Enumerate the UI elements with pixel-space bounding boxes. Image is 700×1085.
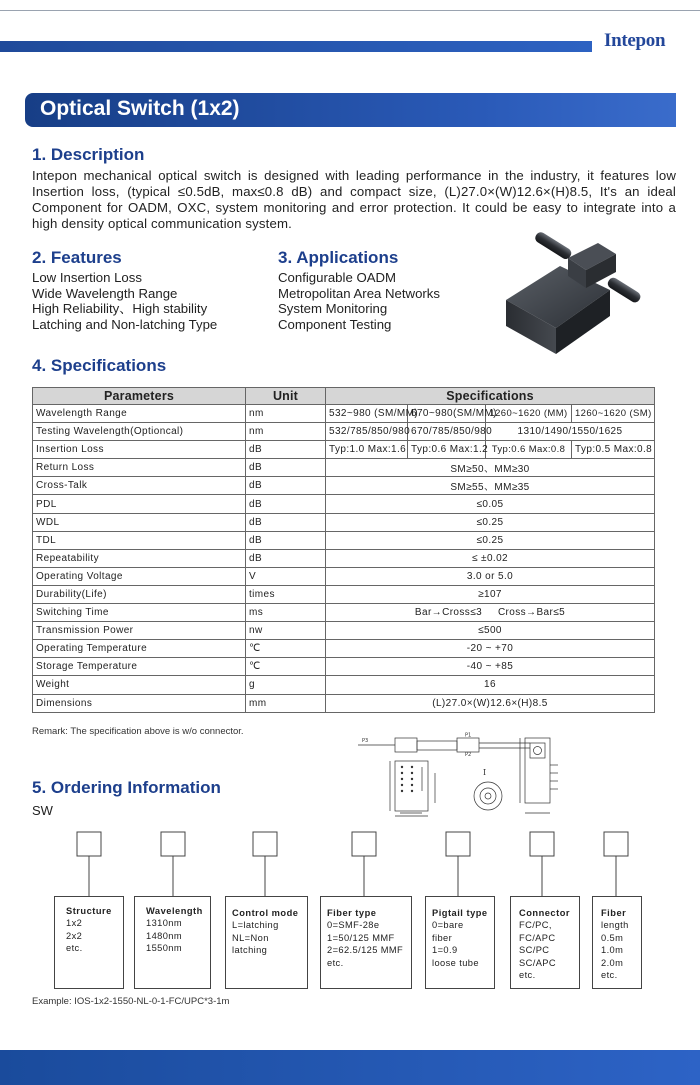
optical-switch-device-image	[498, 228, 648, 360]
unit-cell: ℃	[246, 658, 326, 676]
list-item: Latching and Non-latching Type	[32, 316, 218, 332]
ordering-option: 1=0.9	[432, 945, 458, 956]
intepon-logo: Intepon	[604, 30, 666, 51]
ordering-option: etc.	[66, 943, 83, 954]
table-row	[33, 477, 655, 495]
applications-list	[278, 270, 440, 332]
spec-cell: 1310/1490/1550/1625	[486, 423, 655, 441]
table-row	[33, 567, 655, 585]
spec-cell: 3.0 or 5.0	[326, 567, 655, 585]
spec-cell: 532~980 (SM/MM)	[326, 405, 408, 423]
header-specifications: Specifications	[326, 388, 655, 405]
spec-cell: ≤0.05	[326, 495, 655, 513]
unit-cell: nm	[246, 423, 326, 441]
table-row	[33, 531, 655, 549]
param-cell: Storage Temperature	[33, 658, 246, 676]
spec-cell: -40 ~ +85	[326, 658, 655, 676]
ordering-option: loose tube	[432, 957, 479, 968]
table-row	[33, 676, 655, 694]
spec-cell: Typ:0.6 Max:1.2	[408, 441, 486, 459]
ordering-example: Example: IOS-1x2-1550-NL-0-1-FC/UPC*3-1m	[32, 996, 230, 1007]
description-text: Intepon mechanical optical switch is designed with leading performance in the industry, it features low Insertion loss, (typical ≤0.5dB, max≤0.8 dB) and compact size, (L)27.0×(W)12.6×(H)8.5, It's an ideal Component for OADM, OXC, system monitoring and error protection. It could be easy to integrate into a high density optical communication system.	[32, 168, 676, 231]
table-header-row	[33, 388, 655, 405]
unit-cell: V	[246, 567, 326, 585]
features-heading: 2. Features	[32, 248, 122, 267]
port-label: P1	[465, 732, 472, 739]
spec-cell: 1260~1620 (SM)	[572, 405, 655, 423]
param-cell: Operating Temperature	[33, 640, 246, 658]
param-cell: Transmission Power	[33, 622, 246, 640]
spec-cell: ≥107	[326, 585, 655, 603]
ordering-option: fiber	[432, 932, 453, 943]
param-cell: Operating Voltage	[33, 567, 246, 585]
ordering-box-title: Connector	[519, 908, 570, 918]
ordering-option: etc.	[601, 970, 618, 981]
table-row	[33, 604, 655, 622]
ordering-box-pigtail-type	[425, 896, 495, 989]
ordering-box-title: Fiber	[601, 908, 627, 918]
spec-cell: ≤0.25	[326, 513, 655, 531]
param-cell: WDL	[33, 513, 246, 531]
spec-cell: Bar→Cross≤3 Cross→Bar≤5	[326, 604, 655, 622]
unit-cell: nm	[246, 405, 326, 423]
list-item: System Monitoring	[278, 301, 388, 316]
table-row	[33, 441, 655, 459]
spec-cell: 532/785/850/980	[326, 423, 408, 441]
ordering-box-connector	[510, 896, 580, 989]
spec-cell: SM≥50、MM≥30	[326, 459, 655, 477]
ordering-option: 1310nm	[146, 918, 182, 929]
ordering-option: 2x2	[66, 930, 83, 941]
ordering-option: SC/PC	[519, 945, 550, 956]
ordering-box-title: Fiber type	[327, 908, 377, 918]
ordering-box-control-mode	[225, 896, 308, 989]
ordering-option: 2=62.5/125 MMF	[327, 945, 404, 956]
ordering-option: 1480nm	[146, 930, 182, 941]
ordering-option: latching	[232, 945, 268, 956]
param-cell: TDL	[33, 531, 246, 549]
ordering-option: 0=bare	[432, 920, 464, 931]
ordering-option: FC/APC	[519, 932, 556, 943]
table-row	[33, 658, 655, 676]
section-mark: I	[483, 768, 487, 777]
port-label: P2	[465, 752, 472, 758]
param-cell: Dimensions	[33, 694, 246, 712]
unit-cell: dB	[246, 477, 326, 495]
table-row	[33, 405, 655, 423]
unit-cell: times	[246, 585, 326, 603]
table-row	[33, 640, 655, 658]
spec-cell: ≤500	[326, 622, 655, 640]
header-parameters: Parameters	[33, 388, 246, 405]
unit-cell: dB	[246, 459, 326, 477]
ordering-option: 1x2	[66, 918, 83, 929]
features-list	[32, 270, 217, 332]
list-item: High Reliability、High stability	[32, 301, 208, 316]
list-item: Component Testing	[278, 316, 392, 332]
spec-cell: (L)27.0×(W)12.6×(H)8.5	[326, 694, 655, 712]
param-cell: Wavelength Range	[33, 405, 246, 423]
param-cell: Cross-Talk	[33, 477, 246, 495]
bottom-blue-bar	[0, 1050, 700, 1085]
spec-cell: Typ:0.5 Max:0.8	[572, 441, 655, 459]
table-row	[33, 423, 655, 441]
ordering-box-title: Wavelength	[146, 906, 203, 916]
table-row	[33, 549, 655, 567]
ordering-option: NL=Non	[232, 932, 269, 943]
ordering-option: 2.0m	[601, 957, 624, 968]
unit-cell: ℃	[246, 640, 326, 658]
spec-cell: Typ:0.6 Max:0.8	[486, 441, 572, 459]
applications-heading: 3. Applications	[278, 248, 399, 267]
ordering-box-title: Structure	[66, 906, 112, 916]
param-cell: Testing Wavelength(Optioncal)	[33, 423, 246, 441]
port-label: P3	[362, 738, 369, 744]
ordering-option: L=latching	[232, 920, 279, 931]
list-item: Low Insertion Loss	[32, 270, 142, 285]
param-cell: PDL	[33, 495, 246, 513]
list-item: Wide Wavelength Range	[32, 285, 178, 301]
header-unit: Unit	[246, 388, 326, 405]
ordering-box-fiber-length	[592, 896, 642, 989]
ordering-option: 1=50/125 MMF	[327, 932, 395, 943]
spec-cell: ≤ ±0.02	[326, 549, 655, 567]
table-row	[33, 585, 655, 603]
spec-cell: 1260~1620 (MM)	[486, 405, 572, 423]
list-item: Metropolitan Area Networks	[278, 285, 440, 301]
unit-cell: dB	[246, 495, 326, 513]
table-row	[33, 694, 655, 712]
ordering-box-wavelength	[134, 896, 211, 989]
table-row	[33, 513, 655, 531]
top-divider-line	[0, 10, 700, 11]
spec-cell: -20 ~ +70	[326, 640, 655, 658]
ordering-connector-lines	[0, 828, 700, 898]
spec-cell: ≤0.25	[326, 531, 655, 549]
ordering-box-structure	[54, 896, 124, 989]
technical-drawing	[350, 733, 590, 823]
title-banner	[25, 93, 676, 127]
specification-remark: Remark: The specification above is w/o connector.	[32, 726, 244, 737]
unit-cell: dB	[246, 513, 326, 531]
ordering-option: length	[601, 920, 629, 931]
top-blue-bar	[0, 41, 592, 52]
param-cell: Durability(Life)	[33, 585, 246, 603]
param-cell: Insertion Loss	[33, 441, 246, 459]
unit-cell: mm	[246, 694, 326, 712]
param-cell: Weight	[33, 676, 246, 694]
spec-cell: SM≥55、MM≥35	[326, 477, 655, 495]
specifications-table	[32, 387, 655, 713]
spec-cell: 670/785/850/980	[408, 423, 486, 441]
unit-cell: nw	[246, 622, 326, 640]
unit-cell: ms	[246, 604, 326, 622]
unit-cell: dB	[246, 531, 326, 549]
ordering-option: SC/APC	[519, 957, 557, 968]
ordering-prefix: SW	[32, 803, 53, 818]
table-row	[33, 495, 655, 513]
page-title: Optical Switch (1x2)	[40, 97, 240, 120]
param-cell: Switching Time	[33, 604, 246, 622]
unit-cell: dB	[246, 549, 326, 567]
spec-cell: Typ:1.0 Max:1.6	[326, 441, 408, 459]
param-cell: Return Loss	[33, 459, 246, 477]
ordering-heading: 5. Ordering Information	[32, 778, 221, 797]
ordering-option: 0=SMF-28e	[327, 920, 380, 931]
spec-cell: 16	[326, 676, 655, 694]
ordering-option: 1.0m	[601, 945, 624, 956]
ordering-option: etc.	[519, 970, 536, 981]
description-heading: 1. Description	[32, 145, 145, 164]
ordering-option: FC/PC,	[519, 920, 552, 931]
unit-cell: dB	[246, 441, 326, 459]
table-row	[33, 459, 655, 477]
ordering-option: 0.5m	[601, 932, 624, 943]
param-cell: Repeatability	[33, 549, 246, 567]
ordering-option: 1550nm	[146, 943, 182, 954]
table-row	[33, 622, 655, 640]
ordering-box-title: Pigtail type	[432, 908, 488, 918]
unit-cell: g	[246, 676, 326, 694]
ordering-option: etc.	[327, 957, 344, 968]
ordering-box-title: Control mode	[232, 908, 299, 918]
ordering-box-fiber-type	[320, 896, 412, 989]
list-item: Configurable OADM	[278, 270, 397, 285]
spec-cell: 670~980(SM/MM)	[408, 405, 486, 423]
specifications-heading: 4. Specifications	[32, 356, 167, 375]
